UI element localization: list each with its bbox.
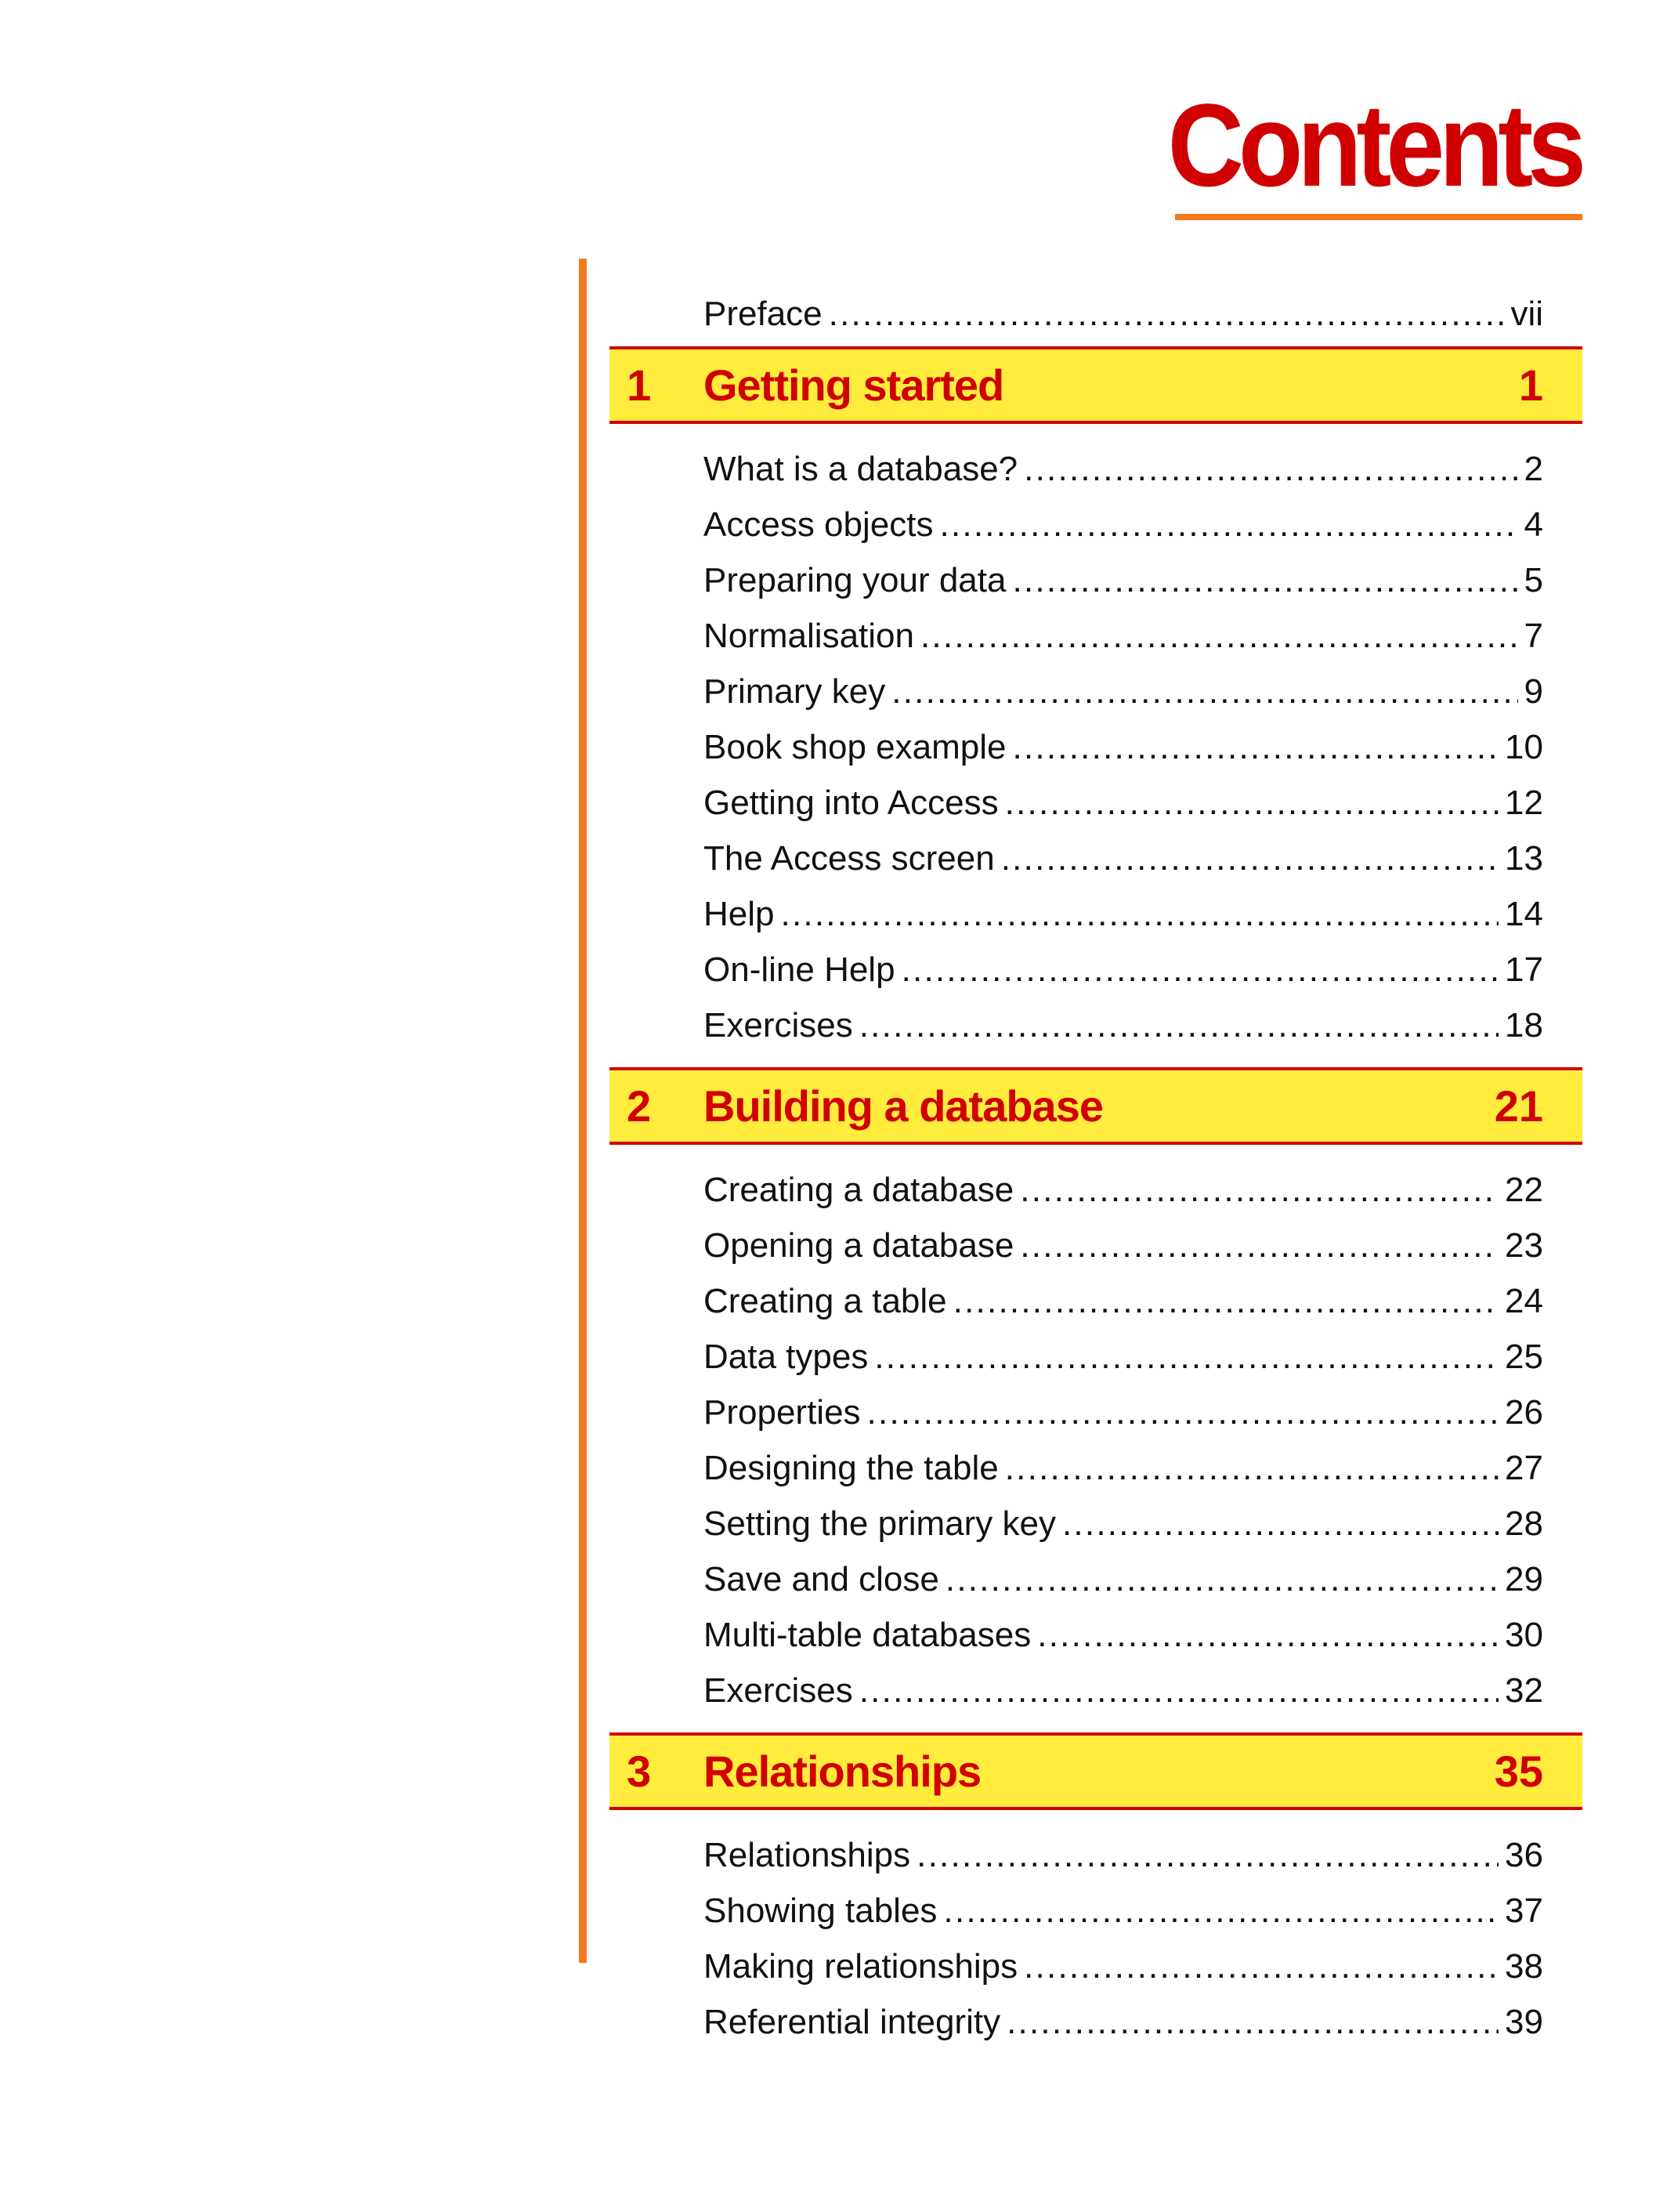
entry-page: 7 <box>1524 617 1543 655</box>
entry-label: Data types <box>703 1338 869 1376</box>
entry-label: Help <box>703 895 775 933</box>
leader-dots <box>781 895 1499 934</box>
entry-label: Preparing your data <box>703 561 1007 599</box>
entry-label: Multi-table databases <box>703 1616 1032 1654</box>
entry-label: Exercises <box>703 1006 853 1044</box>
chapter-heading[interactable] <box>609 346 1582 424</box>
entry-label: Creating a database <box>703 1171 1014 1209</box>
chapter-page: 21 <box>1494 1081 1543 1131</box>
chapter-heading[interactable] <box>609 1067 1582 1145</box>
entry-label: Save and close <box>703 1560 939 1598</box>
leader-dots <box>953 1282 1499 1321</box>
toc-entry[interactable] <box>609 1321 1582 1377</box>
chapter-title: Relationships <box>703 1747 982 1796</box>
entry-label: Designing the table <box>703 1449 999 1487</box>
entry-label: Opening a database <box>703 1226 1014 1265</box>
entry-page: 12 <box>1505 784 1543 822</box>
chapter-title: Building a database <box>703 1081 1103 1131</box>
entry-page: 2 <box>1524 450 1543 488</box>
toc-entry[interactable] <box>609 767 1582 823</box>
chapter-heading[interactable] <box>609 1732 1582 1810</box>
entry-page: 5 <box>1524 561 1543 599</box>
toc-entry[interactable] <box>609 1265 1582 1321</box>
leader-dots <box>1005 1449 1499 1488</box>
entry-page: 24 <box>1505 1282 1543 1320</box>
chapter-page: 35 <box>1494 1747 1543 1796</box>
toc-entry[interactable] <box>609 711 1582 767</box>
toc-entry[interactable] <box>609 1432 1582 1488</box>
entry-page: 4 <box>1524 505 1543 544</box>
entry-page: 38 <box>1505 1947 1543 1986</box>
entry-label: Exercises <box>703 1671 853 1710</box>
entry-label: Normalisation <box>703 617 914 655</box>
toc-entry[interactable] <box>609 878 1582 934</box>
entry-page: 28 <box>1505 1504 1543 1543</box>
leader-dots <box>1037 1616 1499 1655</box>
chapter-page: 1 <box>1518 360 1543 410</box>
entry-page: 37 <box>1505 1892 1543 1930</box>
toc-entry-preface[interactable] <box>609 278 1582 334</box>
entry-label: Creating a table <box>703 1282 947 1320</box>
chapter-entries <box>609 429 1582 1055</box>
entry-label: Preface <box>703 295 823 333</box>
leader-dots <box>1001 839 1499 878</box>
entry-label: What is a database? <box>703 450 1018 488</box>
leader-dots <box>946 1560 1499 1599</box>
toc-entry[interactable] <box>609 1931 1582 1986</box>
toc-entry[interactable] <box>609 934 1582 990</box>
leader-dots <box>917 1836 1499 1875</box>
leader-dots <box>902 950 1499 990</box>
table-of-contents <box>609 278 1582 2051</box>
leader-dots <box>829 295 1505 334</box>
leader-dots <box>1005 784 1499 823</box>
entry-page: 26 <box>1505 1393 1543 1432</box>
leader-dots <box>874 1338 1499 1377</box>
entry-label: The Access screen <box>703 839 995 878</box>
chapter-number: 1 <box>627 360 652 410</box>
entry-label: Primary key <box>703 672 886 711</box>
leader-dots <box>891 672 1517 711</box>
leader-dots <box>1007 2003 1499 2042</box>
toc-entry[interactable] <box>609 990 1582 1045</box>
entry-label: Book shop example <box>703 728 1007 766</box>
entry-page: 25 <box>1505 1338 1543 1376</box>
toc-entry[interactable] <box>609 600 1582 656</box>
entry-page: 13 <box>1505 839 1543 878</box>
toc-entry[interactable] <box>609 1655 1582 1711</box>
entry-page: 32 <box>1505 1671 1543 1710</box>
entry-label: Access objects <box>703 505 934 544</box>
title-rule <box>1175 214 1582 220</box>
entry-page: 22 <box>1505 1171 1543 1209</box>
toc-entry[interactable] <box>609 1599 1582 1655</box>
entry-page: 18 <box>1505 1006 1543 1044</box>
leader-dots <box>939 505 1517 545</box>
entry-label: Making relationships <box>703 1947 1018 1986</box>
entry-page: 10 <box>1505 728 1543 766</box>
entry-page: 27 <box>1505 1449 1543 1487</box>
leader-dots <box>1020 1226 1499 1265</box>
side-bar <box>579 259 587 1963</box>
toc-entry[interactable] <box>609 1154 1582 1210</box>
chapter-entries <box>609 1815 1582 2051</box>
leader-dots <box>1012 561 1517 600</box>
leader-dots <box>1024 450 1517 489</box>
entry-label: On-line Help <box>703 950 895 989</box>
toc-entry[interactable] <box>609 1986 1582 2042</box>
leader-dots <box>1020 1171 1499 1210</box>
entry-page: 36 <box>1505 1836 1543 1874</box>
chapter-title: Getting started <box>703 360 1004 410</box>
toc-entry[interactable] <box>609 1210 1582 1265</box>
leader-dots <box>1062 1504 1499 1544</box>
entry-page: 29 <box>1505 1560 1543 1598</box>
entry-page: 23 <box>1505 1226 1543 1265</box>
entry-page: 39 <box>1505 2003 1543 2041</box>
entry-page: 17 <box>1505 950 1543 989</box>
leader-dots <box>1024 1947 1499 1986</box>
leader-dots <box>859 1671 1499 1711</box>
leader-dots <box>1012 728 1499 767</box>
chapter-number: 2 <box>627 1081 652 1131</box>
toc-entry[interactable] <box>609 489 1582 545</box>
toc-entry[interactable] <box>609 1377 1582 1432</box>
leader-dots <box>943 1892 1499 1931</box>
page-title: Contents <box>1167 79 1581 211</box>
toc-entry[interactable] <box>609 433 1582 489</box>
entry-page: vii <box>1510 295 1543 333</box>
toc-entry[interactable] <box>609 823 1582 878</box>
chapter-number: 3 <box>627 1747 652 1796</box>
entry-label: Referential integrity <box>703 2003 1001 2041</box>
chapter-entries <box>609 1149 1582 1720</box>
toc-entry[interactable] <box>609 1875 1582 1931</box>
entry-page: 9 <box>1524 672 1543 711</box>
entry-page: 30 <box>1505 1616 1543 1654</box>
entry-label: Getting into Access <box>703 784 999 822</box>
toc-entry[interactable] <box>609 1488 1582 1544</box>
chapters-list <box>609 346 1582 2051</box>
toc-entry[interactable] <box>609 545 1582 600</box>
toc-entry[interactable] <box>609 656 1582 711</box>
entry-label: Setting the primary key <box>703 1504 1056 1543</box>
entry-label: Showing tables <box>703 1892 938 1930</box>
entry-page: 14 <box>1505 895 1543 933</box>
entry-label: Relationships <box>703 1836 911 1874</box>
toc-entry[interactable] <box>609 1819 1582 1875</box>
entry-label: Properties <box>703 1393 861 1432</box>
leader-dots <box>920 617 1518 656</box>
leader-dots <box>867 1393 1499 1432</box>
toc-entry[interactable] <box>609 1544 1582 1599</box>
leader-dots <box>859 1006 1499 1045</box>
